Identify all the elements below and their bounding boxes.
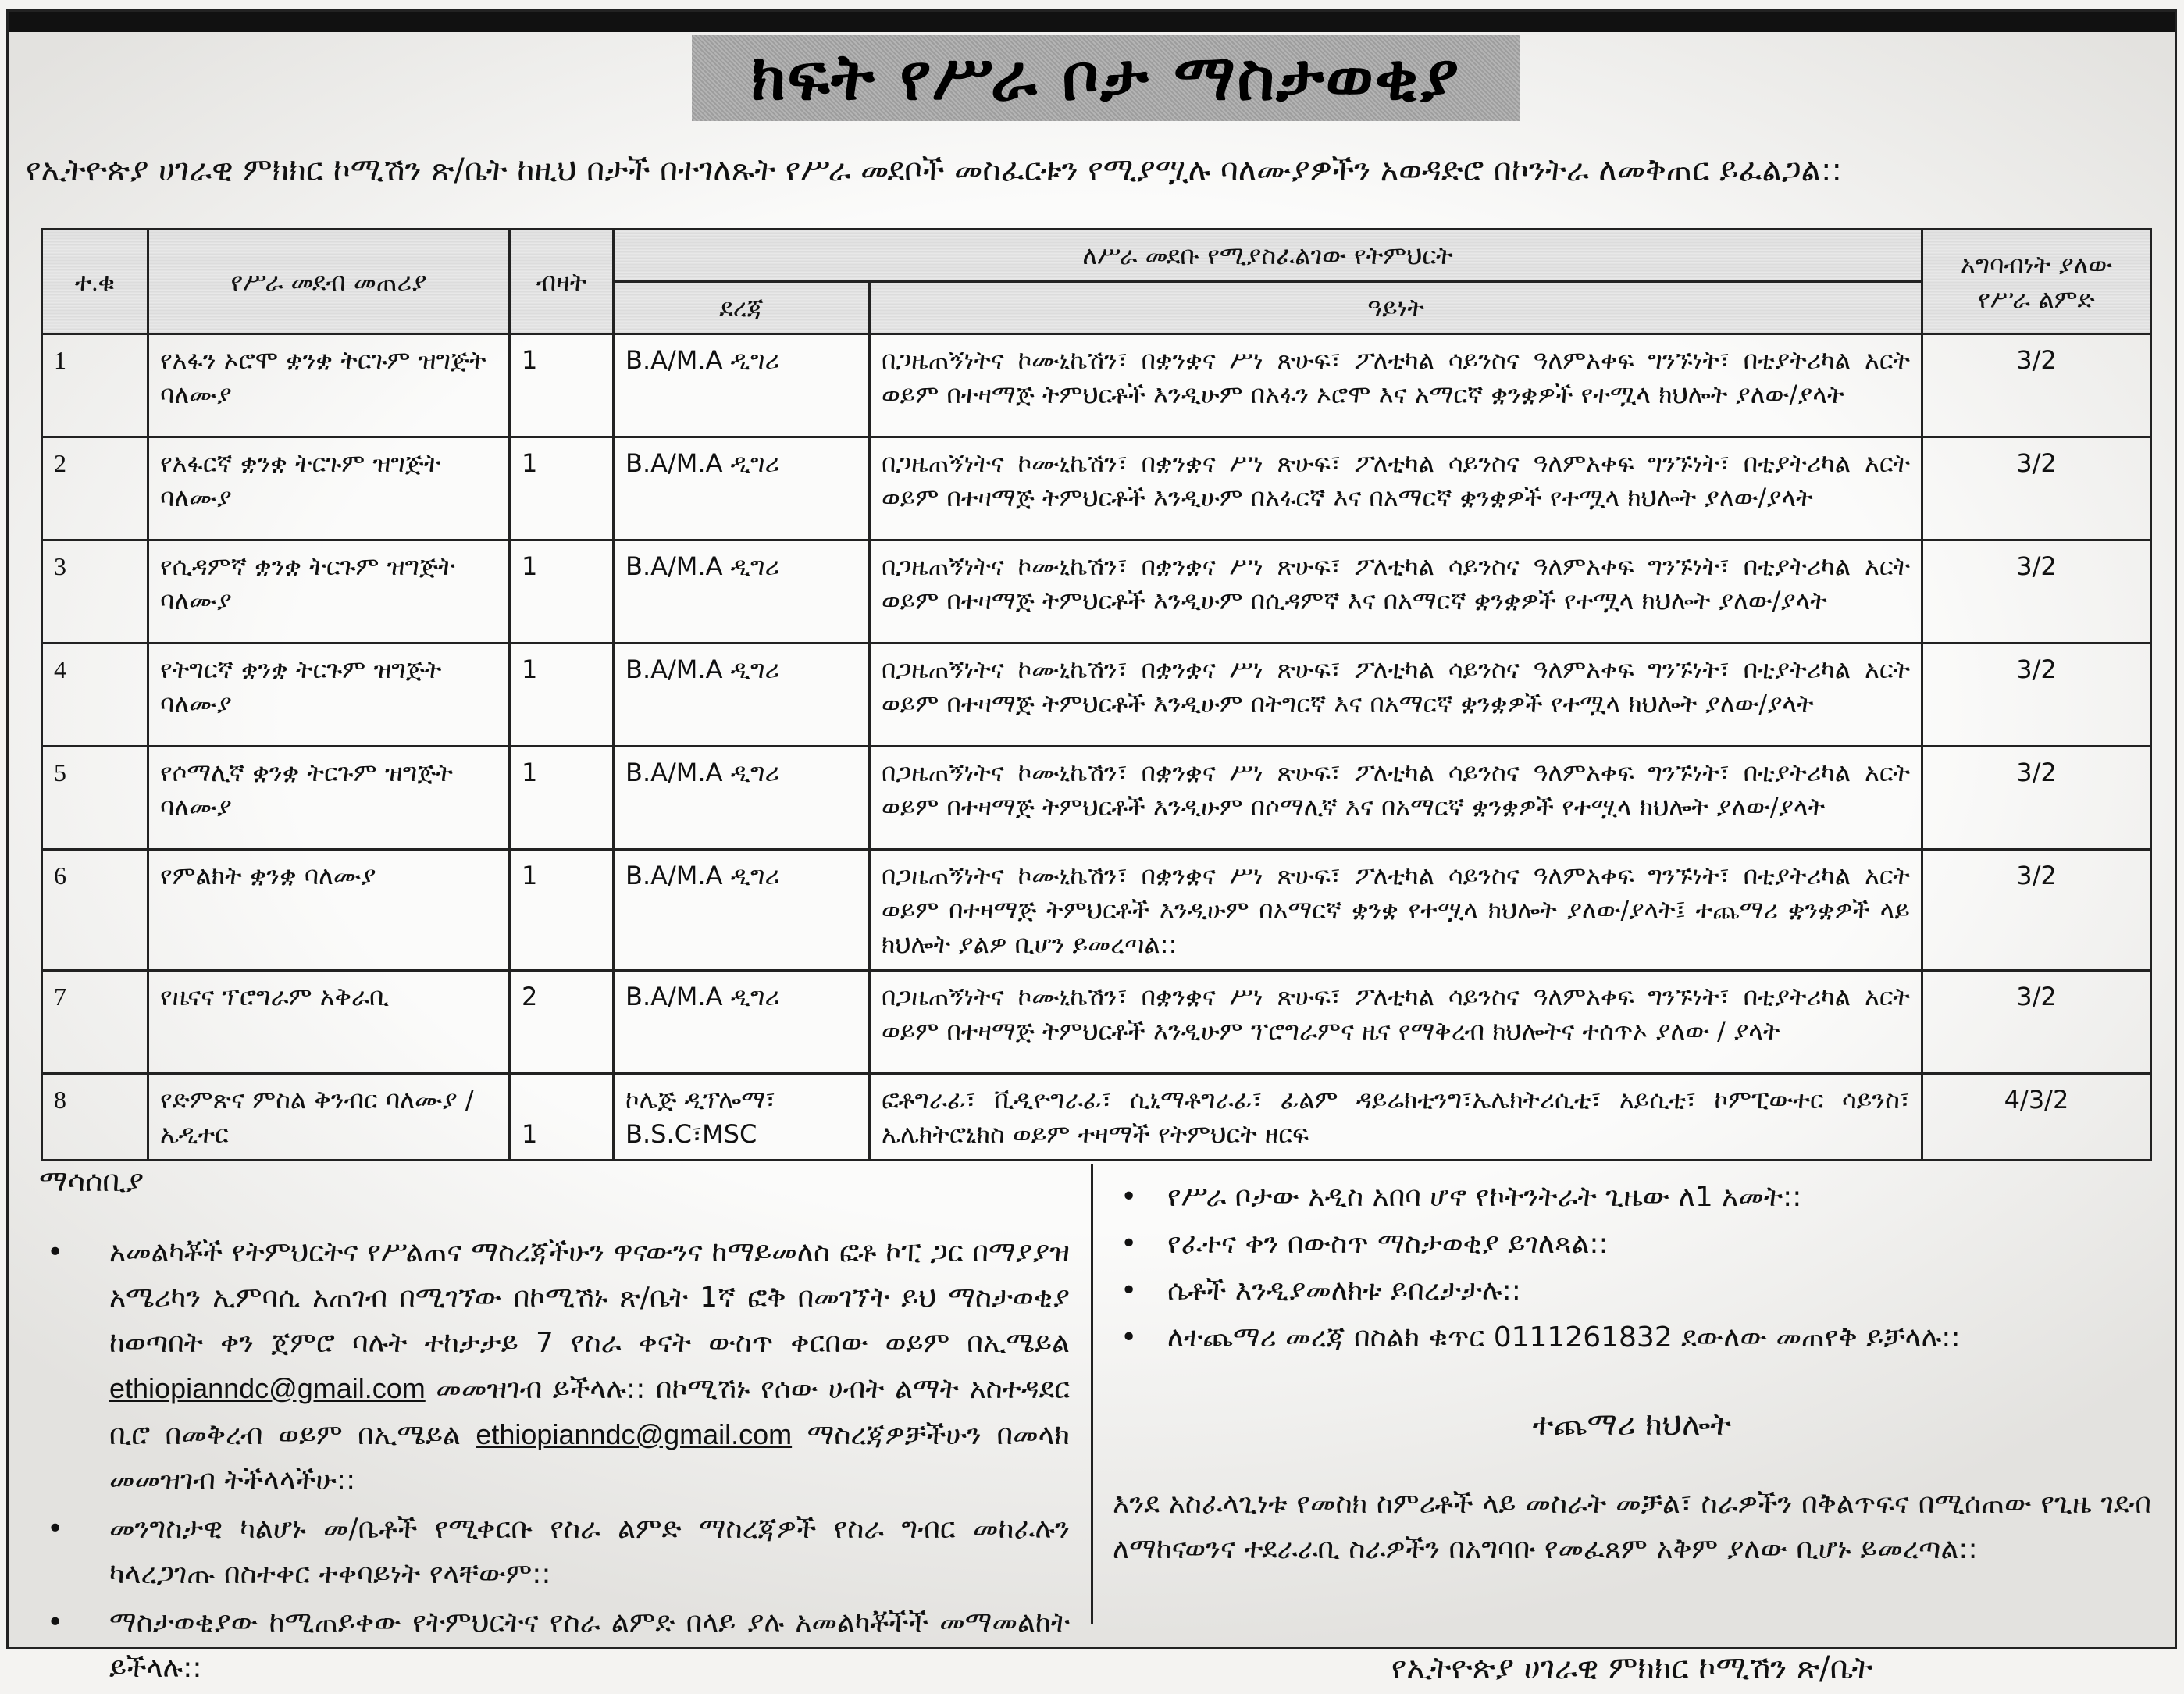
row-level: B.A/M.A ዲግሪ <box>614 850 870 971</box>
row-experience: 3/2 <box>1922 971 2151 1074</box>
row-field: በጋዜጠኝነትና ኮሙኒኬሽን፣ በቋንቋና ሥነ ጽሁፍ፣ ፖለቲካል ሳይንስና ዓለምአቀፍ ግንኙነት፣ በቲያትሪካል አርት ወይም በተዛማጅ ትምህርቶች እንዲሁም በትግርኛ እና በአማርኛ ቋንቋዎች የተሟላ ክህሎት ያለው/ያላት <box>870 644 1922 747</box>
list-item <box>1113 1269 2151 1313</box>
header-no: ተ.ቁ <box>42 230 148 334</box>
row-title: የአፋርኛ ቋንቋ ትርጉም ዝግጅት ባለሙያ <box>148 437 510 540</box>
extra-skills-text: እንደ አስፈላጊነቱ የመስክ ስምሪቶች ላይ መስራት መቻል፣ ስራዎችን በቅልጥፍና በሚሰጠው የጊዜ ገደብ ለማከናወንና ተደራራቢ ስራዎችን በአግባቡ የመፈጸም አቅም ያለው ቢሆኑ ይመረጣል:: <box>1113 1488 2151 1565</box>
top-border-bar <box>9 12 2175 32</box>
table-row <box>42 644 2151 747</box>
list-item <box>23 1600 1070 1691</box>
header-level: ደረጃ <box>614 282 870 334</box>
title-banner <box>692 35 1520 121</box>
email-link[interactable]: ethiopianndc@gmail.com <box>476 1418 793 1450</box>
header-experience: አግባብነት ያለው የሥራ ልምድ <box>1922 230 2151 334</box>
list-item <box>23 1507 1070 1597</box>
row-level: B.A/M.A ዲግሪ <box>614 437 870 540</box>
row-experience: 3/2 <box>1922 437 2151 540</box>
email-link[interactable]: ethiopianndc@gmail.com <box>109 1372 426 1404</box>
note-text: ማስታወቂያው ከሚጠይቀው የትምህርትና የስራ ልምድ በላይ ያሉ አመልካቾችች መማመልከት ይችላሉ:: <box>109 1607 1070 1684</box>
bullet-icon: • <box>47 1513 64 1545</box>
table-row <box>42 334 2151 437</box>
info-text: የፈተና ቀን በውስጥ ማስታወቂያ ይገለጻል:: <box>1167 1228 1609 1260</box>
info-section <box>1113 1175 2151 1686</box>
bullet-icon: • <box>1121 1321 1138 1353</box>
note-text: አመልካቾች የትምህርትና የሥልጠና ማስረጃችሁን ዋናውንና ከማይመለስ ፎቶ ኮፒ ጋር በማያያዝ አሜሪካን ኢምባሲ አጠገብ በሚገኘው በኮሚሽኑ ጽ/ቤት 1ኛ ፎቅ በመገኘት ይህ ማስታወቂያ ከወጣበት ቀን ጀምሮ ባሉት ተከታታይ 7 የስራ ቀናት ውስጥ ቀርበው ወይም በኢሜይል <box>109 1236 1070 1359</box>
info-text: ለተጨማሪ መረጃ በስልክ ቁጥር 0111261832 ደውለው መጠየቅ ይቻላሉ:: <box>1167 1321 1961 1353</box>
column-divider <box>1091 1164 1093 1624</box>
row-no: 4 <box>42 644 148 747</box>
table-row <box>42 971 2151 1074</box>
info-text: ሴቶች እንዲያመለክቱ ይበረታታሉ:: <box>1167 1275 1521 1307</box>
row-level: B.A/M.A ዲግሪ <box>614 540 870 644</box>
table-row <box>42 1074 2151 1161</box>
notes-section <box>23 1164 1070 1694</box>
signature: የኢትዮጵያ ሀገራዊ ምክክር ኮሚሽን ጽ/ቤት <box>1391 1650 1873 1686</box>
row-experience: 3/2 <box>1922 644 2151 747</box>
list-item <box>1113 1175 2151 1219</box>
row-no: 6 <box>42 850 148 971</box>
vacancy-table <box>41 228 2152 1161</box>
row-level: B.A/M.A ዲግሪ <box>614 644 870 747</box>
header-title: የሥራ መደብ መጠሪያ <box>148 230 510 334</box>
row-title: የሲዳምኛ ቋንቋ ትርጉም ዝግጅት ባለሙያ <box>148 540 510 644</box>
header-qty: ብዛት <box>510 230 614 334</box>
bullet-icon: • <box>1121 1228 1138 1260</box>
row-qty: 1 <box>510 1074 614 1161</box>
header-education: ለሥራ መደቡ የሚያስፈልገው የትምህርት <box>614 230 1922 282</box>
row-title: የድምጽና ምስል ቅንብር ባለሙያ /ኤዲተር <box>148 1074 510 1161</box>
row-level: B.A/M.A ዲግሪ <box>614 747 870 850</box>
row-level: B.A/M.A ዲግሪ <box>614 971 870 1074</box>
row-title: የአፋን ኦሮሞ ቋንቋ ትርጉም ዝግጅት ባለሙያ <box>148 334 510 437</box>
bullet-icon: • <box>1121 1275 1138 1307</box>
intro-paragraph: የኢትዮጵያ ሀገራዊ ምክክር ኮሚሽን ጽ/ቤት ከዚህ በታች በተገለጹት የሥራ መደቦች መስፈርቱን የሚያሟሉ ባለሙያዎችን አወዳድሮ በኮንትራ ለመቅጠር ይፈልጋል:: <box>26 152 1842 188</box>
bullet-icon: • <box>47 1607 64 1639</box>
header-field: ዓይነት <box>870 282 1922 334</box>
table-row <box>42 850 2151 971</box>
row-no: 2 <box>42 437 148 540</box>
row-level: B.A/M.A ዲግሪ <box>614 334 870 437</box>
page-title: ክፍት የሥራ ቦታ ማስታወቂያ <box>750 41 1461 115</box>
bullet-icon: • <box>1121 1181 1138 1213</box>
row-no: 1 <box>42 334 148 437</box>
row-qty: 1 <box>510 334 614 437</box>
row-qty: 1 <box>510 437 614 540</box>
row-experience: 3/2 <box>1922 334 2151 437</box>
row-experience: 4/3/2 <box>1922 1074 2151 1161</box>
row-no: 5 <box>42 747 148 850</box>
row-qty: 1 <box>510 747 614 850</box>
note-text: መመዝገብ ይችላሉ:: በኮሚሽኑ የሰው ሀብት ልማት አስተዳደር ቢሮ በመቅረብ ወይም በኢሜይል <box>109 1373 1070 1451</box>
row-level: ኮሌጅ ዲፕሎማ፣ B.S.C፣MSC <box>614 1074 870 1161</box>
notes-list <box>23 1230 1070 1691</box>
row-field: በጋዜጠኝነትና ኮሙኒኬሽን፣ በቋንቋና ሥነ ጽሁፍ፣ ፖለቲካል ሳይንስና ዓለምአቀፍ ግንኙነት፣ በቲያትሪካል አርት ወይም በተዛማጅ ትምህርቶች እንዲሁም በአፋርኛ እና በአማርኛ ቋንቋዎች የተሟላ ክህሎት ያለው/ያላት <box>870 437 1922 540</box>
row-field: በጋዜጠኝነትና ኮሙኒኬሽን፣ በቋንቋና ሥነ ጽሁፍ፣ ፖለቲካል ሳይንስና ዓለምአቀፍ ግንኙነት፣ በቲያትሪካል አርት ወይም በተዛማጅ ትምህርቶች እንዲሁም ፕሮግራምና ዜና የማቅረብ ክህሎትና ተሰጥኦ ያለው / ያላት <box>870 971 1922 1074</box>
row-experience: 3/2 <box>1922 540 2151 644</box>
note-text: መንግስታዊ ካልሆኑ መ/ቤቶች የሚቀርቡ የስራ ልምድ ማስረጃዎች የስራ ግብር መከፈሉን ካላረጋገጡ በስተቀር ተቀባይነት የላቸውም:: <box>109 1513 1070 1590</box>
note-text: ማስረጃዎቻችሁን በመላክ መመዝገብ ትችላላችሁ:: <box>109 1419 1070 1496</box>
row-field: በጋዜጠኝነትና ኮሙኒኬሽን፣ በቋንቋና ሥነ ጽሁፍ፣ ፖለቲካል ሳይንስና ዓለምአቀፍ ግንኙነት፣ በቲያትሪካል አርት ወይም በተዛማጅ ትምህርቶች እንዲሁም በሲዳምኛ እና በአማርኛ ቋንቋዎች የተሟላ ክህሎት ያለው/ያላት <box>870 540 1922 644</box>
row-title: የዜናና ፕሮግራም አቅራቢ <box>148 971 510 1074</box>
row-qty: 2 <box>510 971 614 1074</box>
table-row <box>42 437 2151 540</box>
row-no: 7 <box>42 971 148 1074</box>
row-experience: 3/2 <box>1922 850 2151 971</box>
extra-skills-heading: ተጨማሪ ክህሎት <box>1532 1407 1732 1443</box>
row-field: በጋዜጠኝነትና ኮሙኒኬሽን፣ በቋንቋና ሥነ ጽሁፍ፣ ፖለቲካል ሳይንስና ዓለምአቀፍ ግንኙነት፣ በቲያትሪካል አርት ወይም በተዛማጅ ትምህርቶች እንዲሁም በአፋን ኦሮሞ እና አማርኛ ቋንቋዎች የተሟላ ክህሎት ያለው/ያላት <box>870 334 1922 437</box>
info-text: የሥራ ቦታው አዲስ አበባ ሆኖ የኮትንትራት ጊዜው ለ1 አመት:: <box>1167 1181 1802 1213</box>
row-no: 3 <box>42 540 148 644</box>
info-list <box>1113 1175 2151 1360</box>
row-field: በጋዜጠኝነትና ኮሙኒኬሽን፣ በቋንቋና ሥነ ጽሁፍ፣ ፖለቲካል ሳይንስና ዓለምአቀፍ ግንኙነት፣ በቲያትሪካል አርት ወይም በተዛማጅ ትምህርቶች እንዲሁም በአማርኛ ቋንቋ የተሟላ ክህሎት ያለው/ያላት፤ ተጨማሪ ቋንቋዎች ላይ ክህሎት ያልዎ ቢሆን ይመረጣል:: <box>870 850 1922 971</box>
bullet-icon: • <box>47 1236 64 1268</box>
row-experience: 3/2 <box>1922 747 2151 850</box>
table-row <box>42 540 2151 644</box>
row-qty: 1 <box>510 644 614 747</box>
row-qty: 1 <box>510 540 614 644</box>
row-no: 8 <box>42 1074 148 1161</box>
row-title: የምልክት ቋንቋ ባለሙያ <box>148 850 510 971</box>
row-qty: 1 <box>510 850 614 971</box>
table-row <box>42 747 2151 850</box>
row-title: የትግርኛ ቋንቋ ትርጉም ዝግጅት ባለሙያ <box>148 644 510 747</box>
notes-heading: ማሳሰቢያ <box>39 1164 144 1198</box>
list-item <box>1113 1222 2151 1266</box>
list-item <box>1113 1316 2151 1360</box>
row-field: ፎቶግራፊ፣ ቪዲዮግራፊ፣ ሲኒማቶግራፊ፣ ፊልም ዳይሬክቲንግ፣ኤሌክትሪሲቲ፣ አይሲቲ፣ ኮምፒውተር ሳይንስ፣ ኤሌክትሮኒክስ ወይም ተዛማች የትምህርት ዘርፍ <box>870 1074 1922 1161</box>
row-title: የሶማሊኛ ቋንቋ ትርጉም ዝግጅት ባለሙያ <box>148 747 510 850</box>
list-item <box>23 1230 1070 1503</box>
row-field: በጋዜጠኝነትና ኮሙኒኬሽን፣ በቋንቋና ሥነ ጽሁፍ፣ ፖለቲካል ሳይንስና ዓለምአቀፍ ግንኙነት፣ በቲያትሪካል አርት ወይም በተዛማጅ ትምህርቶች እንዲሁም በሶማሊኛ እና በአማርኛ ቋንቋዎች የተሟላ ክህሎት ያለው/ያላት <box>870 747 1922 850</box>
